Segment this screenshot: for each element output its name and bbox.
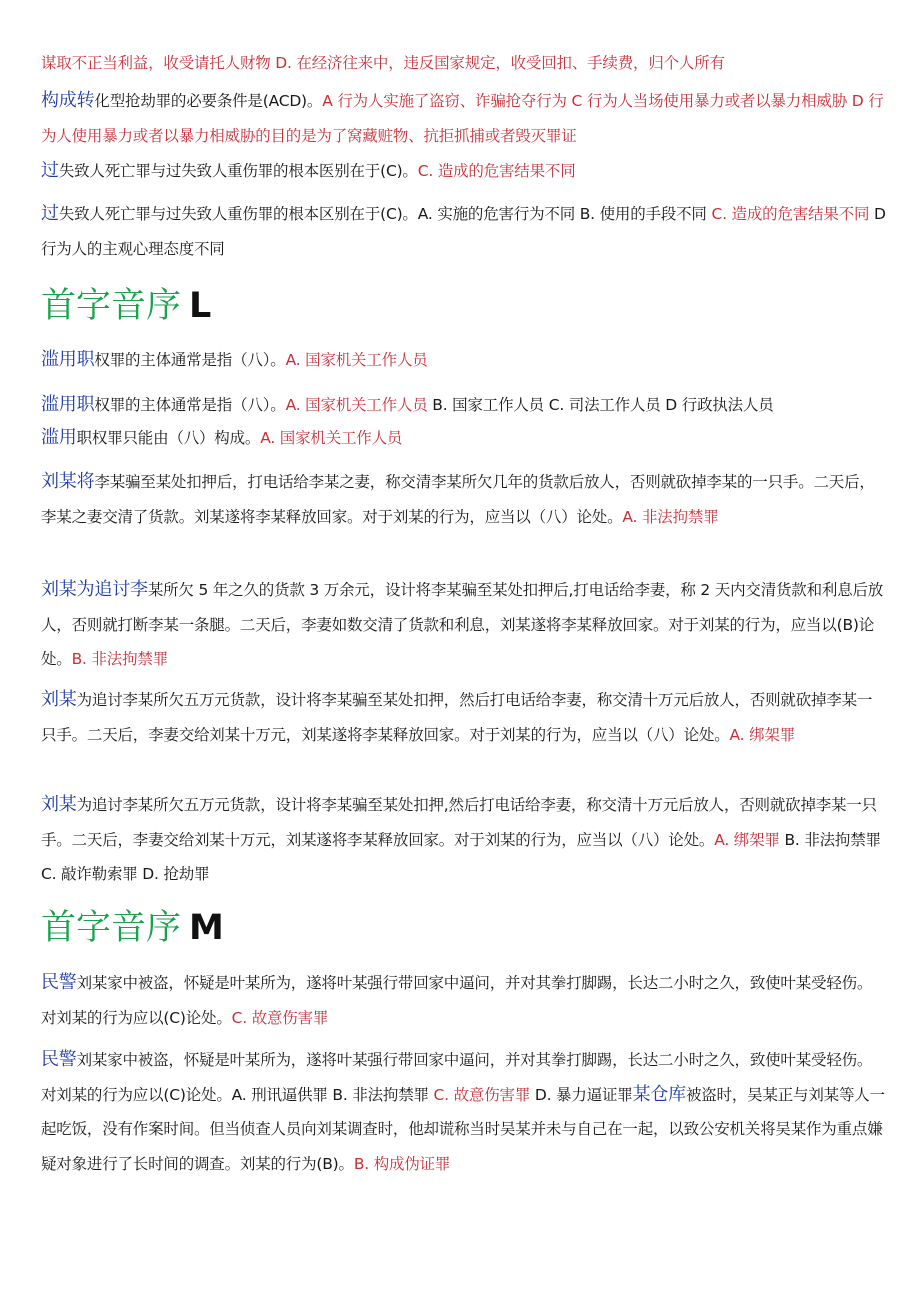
index-keyword: 民警 <box>41 1049 77 1070</box>
answer-text: C. 故意伤害罪 <box>231 1008 329 1027</box>
answer-text: C. 造成的危害结果不同 <box>711 205 870 223</box>
paragraph-bribery-options <box>41 46 887 81</box>
question-text: 化型 <box>94 92 126 110</box>
question-text: 刘某家中被盗，怀疑是叶某所为，遂将叶某强行带回家中逼问，并对其拳打脚踢，长达二小时之久，致使叶某受轻伤。对刘某的行为应以(C)论处。 <box>41 974 873 1027</box>
heading-letter: L <box>189 286 212 326</box>
question-text: 刘某家中被盗，怀疑是叶某所为，遂将叶某强行带回家中逼问，并对其拳打脚踢，长达二小时之久，致使叶某受轻伤。对刘某的行为应以(C)论处。A. 刑讯逼供罪 B. 非法拘禁罪 <box>41 1051 873 1104</box>
options-text: D 行为人的主观心理态度不同 <box>41 205 886 258</box>
question-text: 被盗时，吴某正与刘某等人一起吃饭，没有作案时间。但当侦查人员向刘某调查时，他却谎称当时吴某并未与自己在一起，以致公安机关将吴某作为重点嫌疑对象进行了长时间的调查。刘某的行为(B)。 <box>41 1085 885 1173</box>
answer-text: C. 造成的危害结果不同 <box>417 162 576 180</box>
index-keyword: 刘某将 <box>41 471 95 492</box>
answer-text: C. 故意伤害罪 <box>433 1085 531 1104</box>
question-text: 李某骗至某处扣押后，打电话给李某之妻，称交清李某所欠几年的货款后放人，否则就砍掉李某的一只手。二天后，李某之妻交清了货款。刘某遂将李某释放回家。对于刘某的行为，应当以（八）论处。 <box>41 473 875 526</box>
answer-text: A 行为人实施了盗窃、诈骗抢夺行为 C 行为人当场使用暴力或者以暴力相威胁 D 行为人使用暴力或者以暴力相威胁的目的是为了窝藏赃物、抗拒抓捕或者毁灭罪证 <box>41 92 884 145</box>
heading-label: 首字音序 <box>41 908 182 948</box>
paragraph-abuse-power-short <box>41 343 887 378</box>
index-keyword: 滥用职 <box>41 349 95 370</box>
index-keyword: 刘某 <box>41 794 77 815</box>
index-keyword: 刘某 <box>41 689 77 710</box>
answer-text: A. 绑架罪 <box>714 830 780 849</box>
question-text: 失致人死亡罪与过失致人重伤罪的根本区别在于(C)。A. 实施的危害行为不同 B. 使用的手段不同 <box>58 205 712 223</box>
answer-text: A. 国家机关工作人员 <box>285 351 428 369</box>
question-text: 失致人死亡罪与过失致人重伤罪的根本医别在于(C)。 <box>58 162 418 180</box>
heading-label: 首字音序 <box>41 286 182 326</box>
answer-text: A. 国家机关工作人员 <box>285 396 428 414</box>
index-keyword: 构成转 <box>41 90 95 111</box>
options-text: B. 国家工作人员 C. 司法工作人员 D 行政执法人员 <box>427 396 774 414</box>
paragraph-police-injury-short <box>41 966 887 1035</box>
paragraph-negligent-death-short <box>41 154 887 189</box>
heading-letter: M <box>189 908 224 948</box>
section-heading-l <box>41 284 211 328</box>
index-keyword: 某仓库 <box>632 1083 686 1105</box>
question-text: 某所欠 5 年之久的货款 3 万余元，设计将李某骗至某处扣押后,打电话给李妻，称 2 天内交清货款和利息后放人，否则就打断李某一条腿。二天后，李妻如数交清了货款和利息，刘某遂将李某释放回家。对于刘某的行为，应当以(B)论处。 <box>41 581 884 668</box>
question-text: 权罪的主体通常是指（八）。 <box>94 351 286 369</box>
paragraph-liu-detention-1 <box>41 465 887 534</box>
answer-text: A. 绑架罪 <box>729 725 796 744</box>
question-text: 职权罪只能由（八）构成。 <box>76 429 261 447</box>
index-keyword: 刘某为 <box>41 579 95 600</box>
index-keyword: 滥用 <box>41 427 77 448</box>
answer-text: A. 非法拘禁罪 <box>622 507 719 526</box>
options-text: D. 暴力逼证罪 <box>530 1085 633 1104</box>
paragraph-abuse-power-full <box>41 388 887 423</box>
paragraph-liu-kidnapping-2 <box>41 788 887 892</box>
question-text: 为追讨李某所欠五万元货款，设计将李某骗至某处扣押,然后打电话给李妻，称交清十万元后放人，否则就砍掉李某一只手。二天后，李妻交给刘某十万元，刘某遂将李某释放回家。对于刘某的行为，应当以（八）论处。 <box>41 796 877 849</box>
index-keyword: 滥用职 <box>41 394 95 415</box>
paragraph-liu-detention-2 <box>41 573 887 677</box>
answer-text: 谋取不正当利益，收受请托人财物 D. 在经济往来中，违反国家规定，收受回扣、手续费，归个人所有 <box>41 54 725 72</box>
index-keyword: 过 <box>41 160 59 181</box>
question-text: 抢劫罪的必要条件是(ACD)。 <box>125 92 323 110</box>
question-text: 为追讨李某所欠五万元货款，设计将李某骗至某处扣押，然后打电话给李妻，称交清十万元后放人，否则就砍掉李某一只手。二天后，李妻交给刘某十万元，刘某遂将李某释放回家。对于刘某的行为，应当以（八）论处。 <box>41 691 873 744</box>
options-text: B. 非法拘禁罪 C. 敲诈勒索罪 D. 抢劫罪 <box>41 830 881 883</box>
paragraph-negligent-death-full <box>41 197 887 266</box>
answer-text: B. 构成伪证罪 <box>353 1154 451 1173</box>
index-keyword: 过 <box>41 203 59 224</box>
paragraph-police-injury-full <box>41 1043 887 1181</box>
paragraph-abuse-power-subject <box>41 421 887 456</box>
section-heading-m <box>41 906 224 950</box>
answer-text: B. 非法拘禁罪 <box>71 650 168 668</box>
question-text: 权罪的主体通常是指（八）。 <box>94 396 286 414</box>
answer-text: A. 国家机关工作人员 <box>260 429 403 447</box>
index-keyword: 追讨李 <box>94 579 148 600</box>
paragraph-robbery-conversion <box>41 84 887 153</box>
paragraph-liu-kidnapping-1 <box>41 683 887 752</box>
index-keyword: 民警 <box>41 972 77 993</box>
